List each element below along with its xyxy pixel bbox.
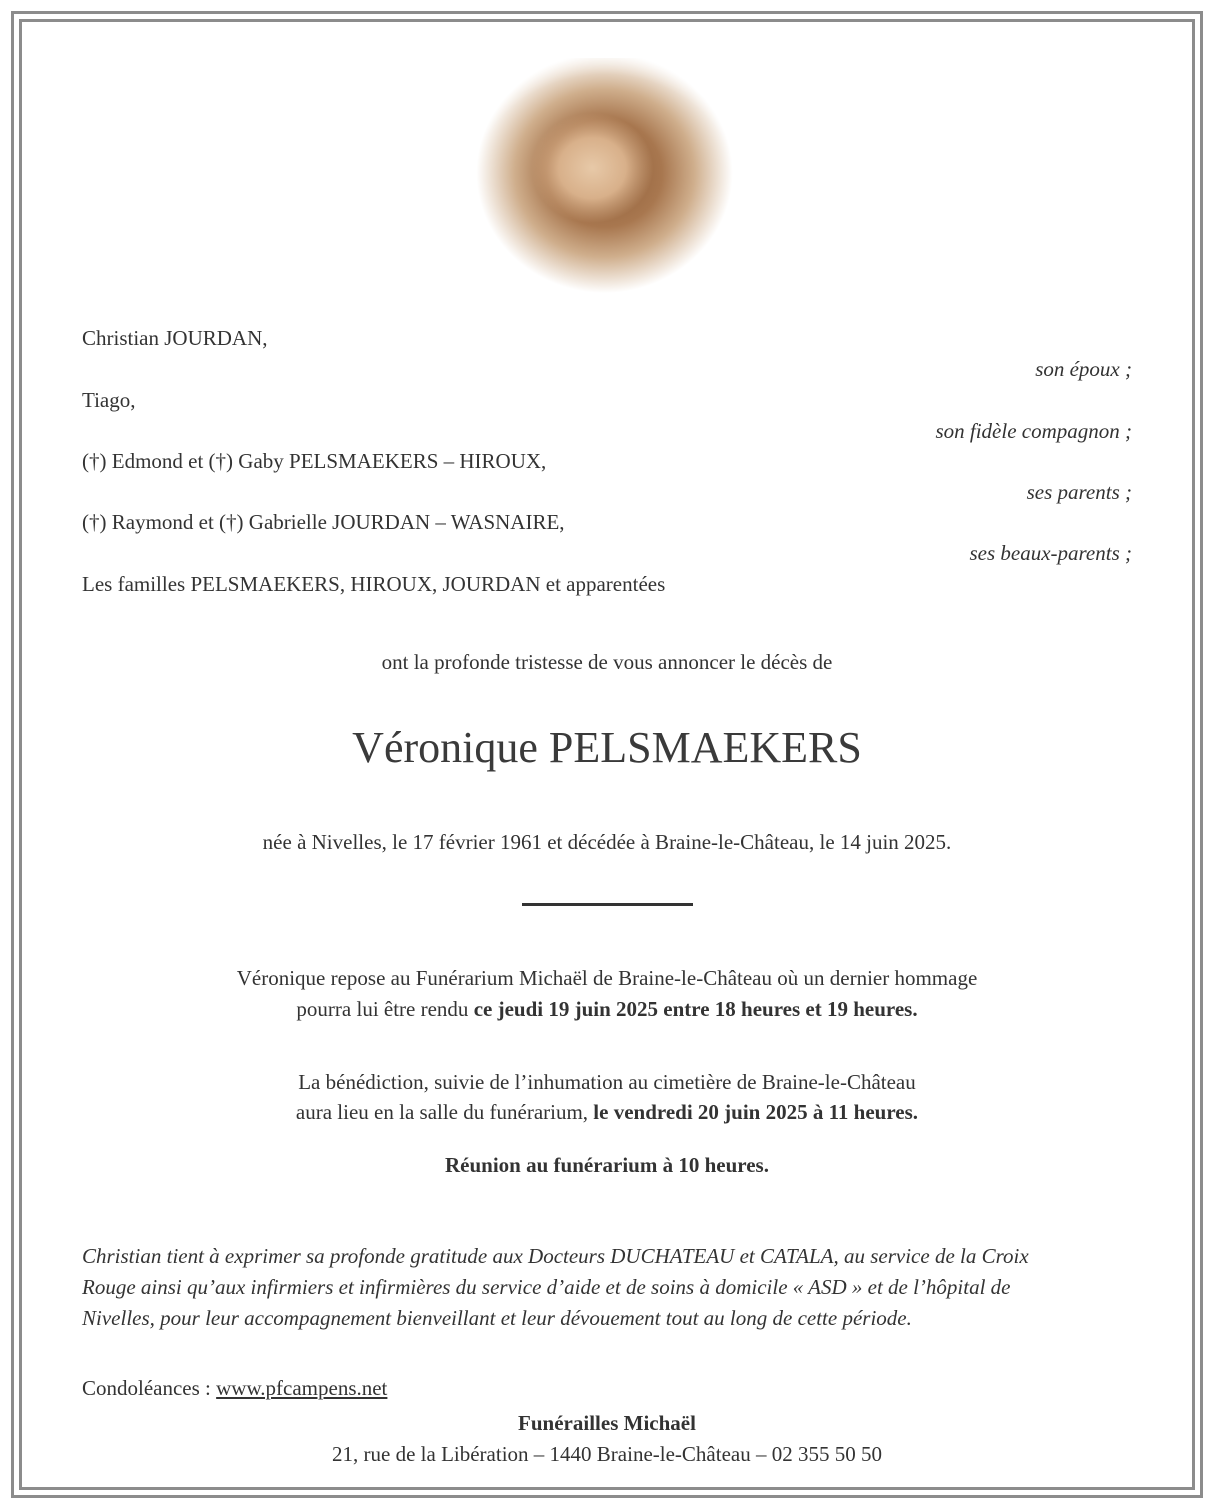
family-member-companion: Tiago, (82, 388, 136, 412)
relation-companion: son fidèle compagnon ; (935, 419, 1132, 443)
deceased-name: Véronique PELSMAEKERS (352, 723, 862, 772)
gratitude-line-2: Rouge ainsi qu’aux infirmiers et infirmières du service d’aide et de soins à domicile « ASD » et de l’hôpital de (82, 1275, 1011, 1299)
announcement-text: ont la profonde tristesse de vous annoncer le décès de (381, 650, 833, 674)
family-relatives: Les familles PELSMAEKERS, HIROUX, JOURDAN et apparentées (82, 572, 666, 596)
section-divider (522, 903, 693, 906)
meeting-notice: Réunion au funérarium à 10 heures. (445, 1153, 769, 1177)
visitation-line-2 (0, 996, 1214, 1022)
condolences-link[interactable]: www.pfcampens.net (216, 1376, 388, 1400)
ceremony-datetime: le vendredi 20 juin 2025 à 11 heures. (593, 1100, 919, 1124)
gratitude-line-3: Nivelles, pour leur accompagnement bienveillant et leur dévouement tout au long de cette période. (82, 1306, 912, 1330)
condolences-line (82, 1375, 387, 1401)
relation-parents: ses parents ; (1026, 480, 1132, 504)
funeral-home-address: 21, rue de la Libération – 1440 Braine-le-Château – 02 355 50 50 (332, 1442, 882, 1466)
portrait-photo (452, 58, 757, 308)
ceremony-text: aura lieu en la salle du funérarium, (295, 1100, 594, 1124)
condolences-label: Condoléances : (82, 1376, 217, 1400)
visitation-datetime: ce jeudi 19 juin 2025 entre 18 heures et 19 heures. (473, 997, 918, 1021)
family-member-in-laws: (†) Raymond et (†) Gabrielle JOURDAN – WASNAIRE, (82, 510, 565, 534)
relation-spouse: son époux ; (1035, 357, 1132, 381)
gratitude-line-1: Christian tient à exprimer sa profonde gratitude aux Docteurs DUCHATEAU et CATALA, au service de la Croix (82, 1244, 1029, 1268)
funeral-home-name: Funérailles Michaël (518, 1411, 696, 1435)
visitation-line-1: Véronique repose au Funérarium Michaël de Braine-le-Château où un dernier hommage (236, 966, 978, 990)
family-member-parents: (†) Edmond et (†) Gaby PELSMAEKERS – HIROUX, (82, 449, 547, 473)
visitation-text: pourra lui être rendu (296, 997, 474, 1021)
gratitude-paragraph (82, 1241, 1142, 1334)
family-member-spouse: Christian JOURDAN, (82, 326, 268, 350)
ceremony-line-2 (0, 1099, 1214, 1125)
relation-in-laws: ses beaux-parents ; (969, 541, 1132, 565)
ceremony-line-1: La bénédiction, suivie de l’inhumation au cimetière de Braine-le-Château (298, 1070, 916, 1094)
birth-death-dates: née à Nivelles, le 17 février 1961 et décédée à Braine-le-Château, le 14 juin 2025. (262, 830, 952, 854)
